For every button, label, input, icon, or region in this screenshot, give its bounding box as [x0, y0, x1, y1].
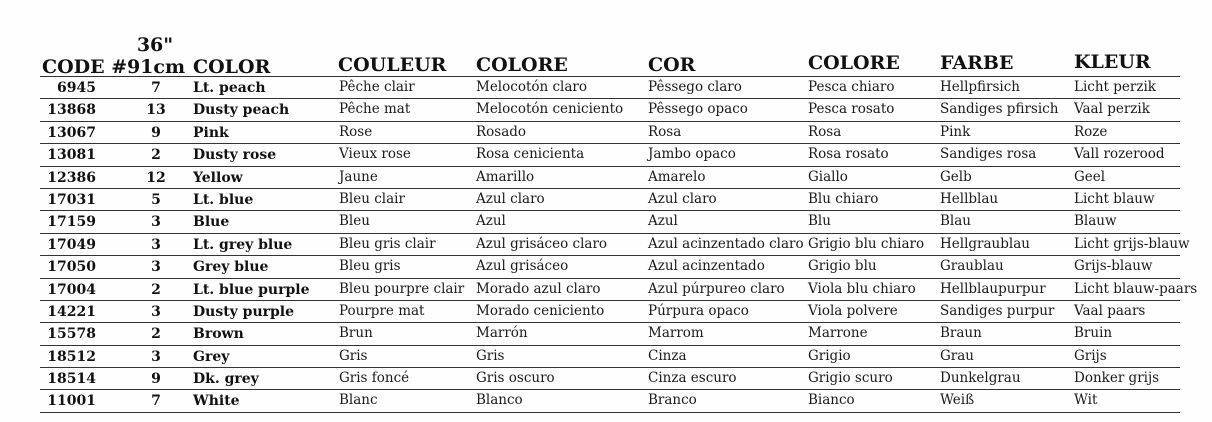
cell-color-fr: Vieux rose	[339, 146, 411, 163]
header-length-cm: 91cm	[126, 56, 186, 78]
table-row	[40, 390, 1180, 412]
header-color-it: COLORE	[808, 52, 900, 74]
cell-quantity: 2	[151, 281, 161, 298]
cell-color-de: Weiß	[940, 392, 975, 409]
cell-color-en: Lt. grey blue	[193, 236, 293, 253]
cell-code: 13081	[47, 147, 96, 164]
table-row	[40, 346, 1180, 368]
table-row	[40, 144, 1180, 166]
cell-color-nl: Licht blauw-paars	[1074, 280, 1198, 297]
cell-color-nl: Grijs	[1074, 347, 1107, 364]
cell-quantity: 3	[151, 259, 161, 276]
table-row	[40, 189, 1180, 211]
cell-color-en: Lt. blue purple	[193, 281, 310, 298]
cell-color-fr: Bleu pourpre clair	[339, 280, 465, 297]
cell-color-de: Pink	[940, 123, 971, 140]
cell-code: 11001	[47, 393, 96, 410]
cell-code: 13868	[47, 102, 96, 119]
cell-code: 18514	[47, 371, 96, 388]
cell-color-en: Brown	[193, 326, 244, 343]
cell-color-it: Giallo	[808, 168, 848, 185]
cell-quantity: 9	[151, 124, 161, 141]
cell-code: 17031	[47, 191, 96, 208]
cell-color-it: Rosa rosato	[808, 146, 889, 163]
cell-color-pt: Púrpura opaco	[648, 302, 749, 319]
cell-quantity: 3	[151, 303, 161, 320]
cell-color-pt: Pêssego claro	[648, 79, 742, 95]
cell-color-fr: Pourpre mat	[339, 302, 425, 319]
table-row	[40, 234, 1190, 256]
cell-quantity: 3	[151, 214, 161, 231]
cell-color-de: Dunkelgrau	[940, 370, 1021, 387]
cell-color-pt: Cinza escuro	[648, 370, 737, 387]
cell-color-nl: Licht grijs-blauw	[1074, 235, 1190, 252]
cell-color-de: Sandiges pfirsich	[940, 101, 1059, 118]
cell-color-nl: Vaal paars	[1074, 302, 1146, 319]
header-color-de: FARBE	[940, 52, 1014, 74]
cell-color-fr: Bleu	[339, 213, 370, 230]
cell-color-nl: Licht blauw	[1074, 190, 1155, 207]
cell-color-it: Grigio blu chiaro	[808, 235, 925, 252]
cell-color-nl: Blauw	[1074, 213, 1117, 230]
cell-color-nl: Wit	[1074, 392, 1098, 409]
cell-color-de: Blau	[940, 213, 971, 230]
table-row	[40, 323, 1180, 345]
cell-color-fr: Brun	[339, 325, 373, 342]
cell-color-nl: Roze	[1074, 123, 1108, 140]
cell-color-de: Hellgraublau	[940, 235, 1030, 252]
cell-color-es: Morado ceniciento	[476, 302, 605, 319]
header-color-nl: KLEUR	[1074, 51, 1151, 73]
cell-color-de: Hellpfirsich	[940, 79, 1020, 95]
cell-color-de: Hellblaupurpur	[940, 280, 1046, 297]
cell-quantity: 3	[151, 348, 161, 365]
cell-color-pt: Branco	[648, 392, 697, 409]
cell-color-pt: Amarelo	[648, 168, 706, 185]
color-table	[40, 76, 1198, 413]
cell-color-es: Azul grisáceo claro	[476, 235, 608, 252]
cell-color-fr: Bleu gris clair	[339, 235, 436, 252]
cell-color-es: Melocotón claro	[476, 79, 587, 95]
table-row	[40, 122, 1180, 144]
cell-code: 13067	[47, 124, 96, 141]
cell-color-de: Graublau	[940, 258, 1004, 275]
cell-color-pt: Rosa	[648, 123, 682, 140]
cell-color-pt: Cinza	[648, 347, 687, 364]
cell-color-es: Marrón	[476, 325, 528, 342]
cell-color-es: Amarillo	[476, 168, 535, 185]
cell-color-en: Grey	[193, 348, 230, 365]
cell-color-fr: Pêche clair	[339, 79, 415, 95]
cell-color-en: Dusty purple	[193, 303, 295, 320]
cell-quantity: 3	[151, 236, 161, 253]
table-row	[40, 256, 1180, 278]
cell-color-en: Dusty rose	[193, 147, 277, 164]
cell-color-it: Bianco	[808, 392, 855, 409]
cell-color-de: Gelb	[940, 168, 972, 185]
cell-color-es: Morado azul claro	[476, 280, 601, 297]
cell-color-es: Gris oscuro	[476, 370, 555, 387]
table-row	[40, 368, 1180, 390]
cell-color-es: Melocotón ceniciento	[476, 101, 624, 118]
cell-color-en: Dk. grey	[193, 371, 259, 388]
cell-quantity: 7	[151, 393, 161, 410]
table-row	[40, 99, 1180, 121]
cell-quantity: 7	[151, 80, 161, 96]
cell-code: 17050	[47, 259, 96, 276]
cell-color-it: Rosa	[808, 123, 842, 140]
cell-color-en: Yellow	[193, 169, 243, 186]
cell-color-it: Pesca rosato	[808, 101, 895, 118]
cell-color-en: White	[193, 393, 240, 410]
cell-color-de: Braun	[940, 325, 982, 342]
header-length-inches: 36"	[136, 34, 174, 56]
cell-code: 14221	[47, 303, 96, 320]
header-color-fr: COULEUR	[338, 54, 447, 76]
cell-color-nl: Licht perzik	[1074, 79, 1156, 95]
cell-color-es: Azul grisáceo	[476, 258, 569, 275]
cell-color-pt: Marrom	[648, 325, 704, 342]
cell-color-pt: Jambo opaco	[648, 146, 736, 163]
table-row	[40, 301, 1180, 323]
cell-color-pt: Azul acinzentado	[648, 258, 765, 275]
cell-code: 18512	[47, 348, 96, 365]
cell-color-fr: Gris foncé	[339, 370, 410, 387]
cell-code: 17049	[47, 236, 96, 253]
cell-color-fr: Gris	[339, 347, 368, 364]
cell-color-it: Blu chiaro	[808, 190, 879, 207]
cell-color-nl: Donker grijs	[1074, 370, 1160, 387]
cell-color-fr: Pêche mat	[339, 101, 411, 118]
cell-color-es: Gris	[476, 347, 505, 364]
cell-color-fr: Jaune	[339, 168, 378, 185]
cell-color-de: Sandiges rosa	[940, 146, 1037, 163]
cell-code: 17159	[47, 214, 96, 231]
cell-color-fr: Rose	[339, 123, 373, 140]
cell-color-en: Blue	[193, 214, 230, 231]
cell-color-nl: Vaal perzik	[1074, 101, 1150, 118]
cell-color-en: Lt. blue	[193, 191, 254, 208]
cell-color-es: Rosado	[476, 123, 527, 140]
cell-quantity: 12	[146, 169, 166, 186]
header-color-pt: COR	[648, 54, 696, 76]
cell-color-pt: Azul claro	[648, 190, 717, 207]
cell-color-nl: Bruin	[1074, 325, 1113, 342]
table-row	[40, 167, 1180, 189]
cell-code: 17004	[47, 281, 96, 298]
cell-quantity: 2	[151, 326, 161, 343]
cell-code: 6945	[57, 80, 96, 96]
cell-color-es: Rosa cenicienta	[476, 146, 585, 163]
cell-color-en: Grey blue	[193, 259, 269, 276]
header-color-en: COLOR	[193, 56, 271, 78]
table-row	[40, 211, 1180, 233]
cell-color-it: Grigio	[808, 347, 851, 364]
cell-color-de: Grau	[940, 347, 974, 364]
cell-code: 15578	[47, 326, 96, 343]
cell-color-it: Viola blu chiaro	[808, 280, 916, 297]
header-code: CODE #	[42, 56, 128, 78]
table-row	[40, 279, 1198, 301]
cell-quantity: 13	[146, 102, 166, 119]
cell-color-es: Blanco	[476, 392, 523, 409]
cell-color-fr: Bleu gris	[339, 258, 401, 275]
cell-color-de: Sandiges purpur	[940, 302, 1055, 319]
cell-color-en: Lt. peach	[193, 80, 266, 96]
cell-color-it: Marrone	[808, 325, 868, 342]
cell-color-pt: Pêssego opaco	[648, 101, 748, 118]
cell-color-de: Hellblau	[940, 190, 999, 207]
cell-quantity: 2	[151, 147, 161, 164]
header-color-es: COLORE	[476, 54, 568, 76]
cell-color-pt: Azul púrpureo claro	[648, 280, 785, 297]
cell-color-fr: Bleu clair	[339, 190, 405, 207]
cell-code: 12386	[47, 169, 96, 186]
cell-color-it: Grigio blu	[808, 258, 877, 275]
cell-color-it: Pesca chiaro	[808, 79, 895, 95]
cell-color-es: Azul claro	[476, 190, 545, 207]
cell-color-es: Azul	[476, 213, 506, 230]
cell-color-nl: Geel	[1074, 168, 1106, 185]
cell-color-it: Viola polvere	[808, 302, 898, 319]
cell-color-nl: Grijs-blauw	[1074, 258, 1153, 275]
cell-color-en: Pink	[193, 124, 229, 141]
cell-color-it: Blu	[808, 213, 831, 230]
cell-color-fr: Blanc	[339, 392, 378, 409]
cell-color-nl: Vall rozerood	[1074, 146, 1165, 163]
cell-color-pt: Azul	[648, 213, 678, 230]
cell-color-pt: Azul acinzentado claro	[648, 235, 804, 252]
table-row	[40, 76, 1180, 99]
cell-color-en: Dusty peach	[193, 102, 290, 119]
cell-color-it: Grigio scuro	[808, 370, 893, 387]
cell-quantity: 5	[151, 191, 161, 208]
cell-quantity: 9	[151, 371, 161, 388]
